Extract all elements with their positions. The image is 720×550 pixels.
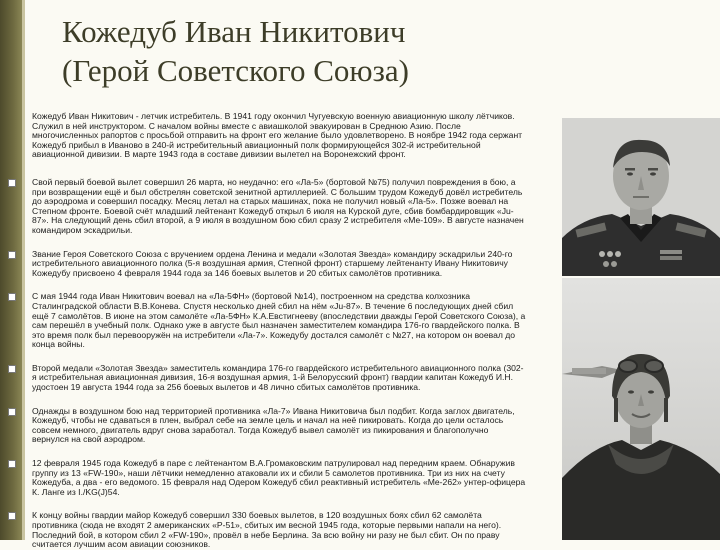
bullet-square-icon bbox=[8, 365, 16, 373]
bullet-item bbox=[8, 407, 526, 445]
paragraph-text: С мая 1944 года Иван Никитович воевал на «Ла-5ФН» (бортовой №14), построенном на средства колхозника Сталинградской области В.В.Конева. Спустя несколько дней сбил на нём «Ju-87». В течение 6 последующих дней сбил ещё 7 самолётов. В июне на этом самолёте «Ла-5ФН» К.А.Евстигнееву (впоследствии дважды Герой Советского Союза), а сам перешёл в учебный полк. Однако уже в августе был назначен заместителем командира 176-го гвардейского полка. В это время полк был перевооружён на истребители «Ла-7». Кожедубу достался самолёт с №27, на котором он воевал до конца войны. bbox=[32, 291, 526, 350]
bullet-square-icon bbox=[8, 179, 16, 187]
paragraph-text: Звание Героя Советского Союза с вручением ордена Ленина и медали «Золотая Звезда» командиру эскадрильи 240-го истребительного авиационного полка (5-я воздушная армия, Степной фронт) старшему лейтенанту Ивану Никитовичу Кожедубу присвоено 4 февраля 1944 года за 146 боевых вылетов и 20 сбитых самолётов противника. bbox=[32, 248, 513, 278]
title-line-1: Кожедуб Иван Никитович bbox=[62, 14, 406, 49]
slide-title bbox=[62, 12, 662, 90]
paragraph-text: Второй медали «Золотая Звезда» заместитель командира 176-го гвардейского истребительного авиационного полка (302-я истребительная авиационная дивизия, 16-я воздушная армия, 1-й Белорусский фронт) гвардии капитан Кожедуб И.Н. удостоен 19 августа 1944 года за 256 боевых вылетов и 48 лично сбитых самолётов противника. bbox=[32, 362, 524, 393]
paragraph-text: К концу войны гвардии майор Кожедуб совершил 330 боевых вылетов, в 120 воздушных боях сбил 62 самолёта противника (сюда не входят 2 американских «P-51», сбитых им весной 1945 года, которые первыми напали на него). Последний бой, в котором сбил 2 «FW-190», провёл в небе Берлина. За всю войну ни разу не был сбит. Он по праву считается лучшим асом авиации союзников. bbox=[32, 510, 502, 550]
paragraph-text: Свой первый боевой вылет совершил 26 марта, но неудачно: его «Ла-5» (бортовой №75) получил повреждения в бою, а при возвращении ещё и был обстрелян советской зенитной артиллерией. С большим трудом Кожедуб довёл истребитель до аэродрома и совершил посадку. Месяц летал на старых машинах, пока не получил новый «Ла-5». Позже воевал на Степном фронте. Боевой счёт младший лейтенант Кожедуб открыл 6 июля на Курской дуге, сбив бомбардировщик «Ju-87». На следующий день сбил второй, а 9 июля в воздушном бою сбил сразу 2 истребителя «Me-109». В августе назначен командиром эскадрильи. bbox=[32, 176, 524, 235]
portrait-photo bbox=[562, 118, 720, 276]
bullet-square-icon bbox=[8, 408, 16, 416]
title-line-2: (Герой Советского Союза) bbox=[62, 53, 409, 88]
paragraph-intro bbox=[8, 112, 526, 160]
bullet-square-icon bbox=[8, 512, 16, 520]
pilot-photo bbox=[562, 278, 720, 540]
bullet-square-icon bbox=[8, 460, 16, 468]
bullet-item bbox=[8, 178, 526, 236]
bullet-square-icon bbox=[8, 251, 16, 259]
bullet-item bbox=[8, 511, 526, 549]
slide-body bbox=[8, 112, 526, 550]
bullet-item bbox=[8, 364, 526, 393]
paragraph-text: Однажды в воздушном бою над территорией противника «Ла-7» Ивана Никитовича был подбит. Когда заглох двигатель, Кожедуб, чтобы не сдаваться в плен, выбрал себе на земле цель и начал на неё пикировать. Когда до цели осталось совсем немного, двигатель вдруг снова заработал. Тогда Кожедуб вывел самолёт из пикирования и благополучно вернулся на свой аэродром. bbox=[32, 405, 515, 445]
bullet-square-icon bbox=[8, 293, 16, 301]
paragraph-text: Кожедуб Иван Никитович - летчик истребитель. В 1941 году окончил Чугуевскую военную авиационную школу лётчиков. Служил в ней инструктором. С началом войны вместе с авиашколой эвакуирован в Среднюю Азию. После многочисленных рапортов с просьбой отправить на фронт его желание было удовлетворено. В ноябре 1942 года сержант Кожедуб прибыл в Иваново в 240-й истребительный авиационный полк формирующейся 302-й истребительной авиационной дивизии. В марте 1943 года в составе дивизии вылетел на Воронежский фронт. bbox=[32, 111, 523, 160]
bullet-item bbox=[8, 292, 526, 350]
bullet-item bbox=[8, 250, 526, 279]
bullet-item bbox=[8, 459, 526, 497]
paragraph-text: 12 февраля 1945 года Кожедуб в паре с лейтенантом В.А.Громаковским патрулировал над передним краем. Обнаружив группу из 13 «FW-190», наши лётчики немедленно атаковали их и сбили 5 самолетов противника. Три из них на счету Кожедуба, а два - его ведомого. 15 февраля над Одером Кожедуб сбил реактивный истребитель «Me-262» унтер-офицера К. Ланге из I./KG(J)54. bbox=[32, 458, 526, 497]
